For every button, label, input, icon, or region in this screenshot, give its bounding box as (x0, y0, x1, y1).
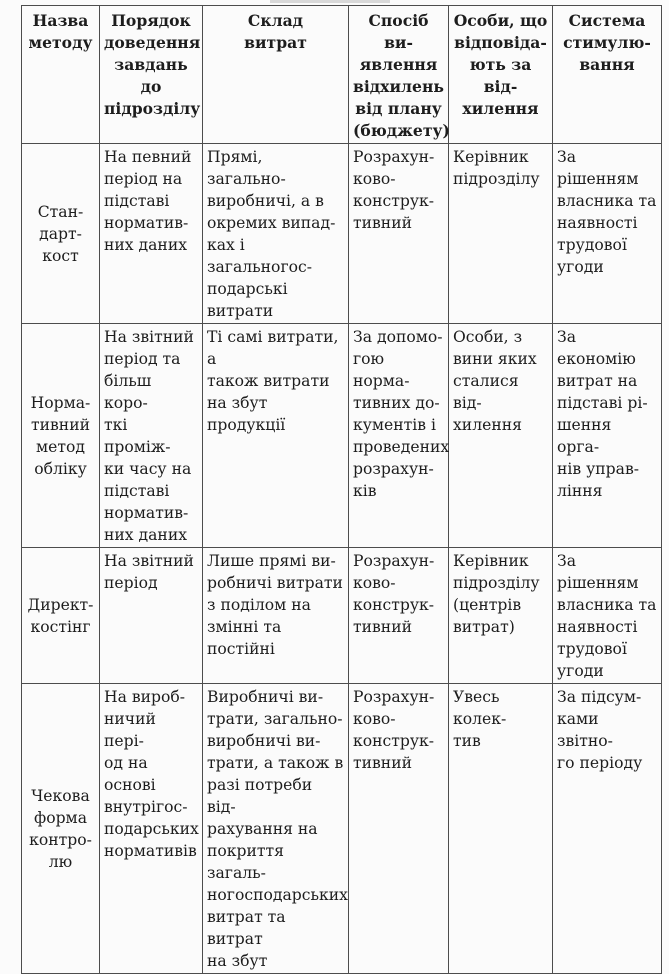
cost-composition-cell: Лише прямі ви- робничі витрати з поділом на змінні та постійні (203, 548, 349, 684)
header-responsible-persons: Особи, що відповіда- ють за від- хилення (449, 6, 553, 144)
task-order-cell: На звітний період та більш коро- ткі проміж- ки часу на підставі норматив- них даних (100, 324, 203, 548)
incentive-system-cell: За економію витрат на підставі рі- шення орга- нів управ- ління (553, 324, 662, 548)
deviation-detection-cell: За допомо- гою норма- тивних до- кументів і проведених розрахун- ків (349, 324, 449, 548)
incentive-system-cell: За підсум- ками звітно- го періоду (553, 684, 662, 974)
deviation-detection-cell: Розрахун- ково- конструк- тивний (349, 548, 449, 684)
page-top-edge (270, 0, 390, 3)
deviation-detection-cell: Розрахун- ково- конструк- тивний (349, 144, 449, 324)
header-deviation-detection: Спосіб ви- явлення відхилень від плану (бюджету) (349, 6, 449, 144)
header-method-name: Назва методу (22, 6, 100, 144)
cost-composition-cell: Виробничі ви- трати, загально- виробничі ви- трати, а також в разі потреби від- рахування на покриття загаль- ногосподарських витрат та витрат на збут (203, 684, 349, 974)
responsible-persons-cell: Увесь колек- тив (449, 684, 553, 974)
task-order-cell: На звітний період (100, 548, 203, 684)
table-row (22, 684, 662, 974)
responsible-persons-cell: Керівник підрозділу (центрів витрат) (449, 548, 553, 684)
task-order-cell: На певний період на підставі норматив- них даних (100, 144, 203, 324)
table-row (22, 548, 662, 684)
method-name-cell: Чекова форма контро- лю (22, 684, 100, 974)
method-name-cell: Норма- тивний метод обліку (22, 324, 100, 548)
incentive-system-cell: За рішенням власника та наявності трудової угоди (553, 144, 662, 324)
table-row (22, 324, 662, 548)
responsible-persons-cell: Особи, з вини яких сталися від- хилення (449, 324, 553, 548)
header-incentive-system: Система стимулю- вання (553, 6, 662, 144)
incentive-system-cell: За рішенням власника та наявності трудової угоди (553, 548, 662, 684)
cost-accounting-methods-table (21, 5, 662, 974)
method-name-cell: Стан- дарт- кост (22, 144, 100, 324)
task-order-cell: На вироб- ничий пері- од на основі внутрігос- подарських нормативів (100, 684, 203, 974)
method-name-cell: Директ- костінг (22, 548, 100, 684)
cost-composition-cell: Ті самі витрати, а також витрати на збут продукції (203, 324, 349, 548)
header-task-order: Порядок доведення завдань до підрозділу (100, 6, 203, 144)
header-row (22, 6, 662, 144)
table-row (22, 144, 662, 324)
deviation-detection-cell: Розрахун- ково- конструк- тивний (349, 684, 449, 974)
header-cost-composition: Склад витрат (203, 6, 349, 144)
responsible-persons-cell: Керівник підрозділу (449, 144, 553, 324)
cost-composition-cell: Прямі, загально- виробничі, а в окремих випад- ках і загальногос- подарські витрати (203, 144, 349, 324)
